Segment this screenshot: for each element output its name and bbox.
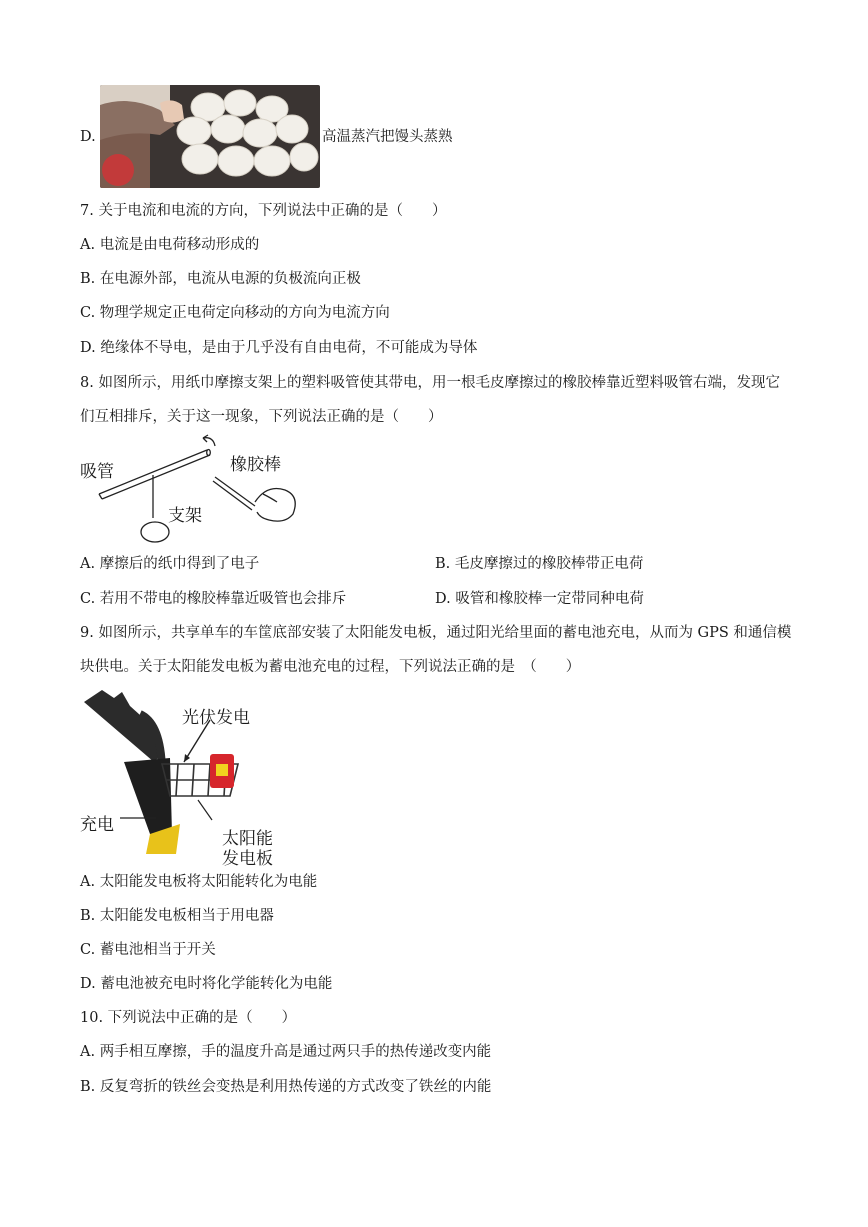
steamed-buns-photo — [100, 85, 320, 188]
q8-option-d: D. 吸管和橡胶棒一定带同种电荷 — [435, 591, 644, 607]
q9-option-a: A. 太阳能发电板将太阳能转化为电能 — [80, 874, 318, 890]
q7-stem: 7. 关于电流和电流的方向，下列说法中正确的是（ ） — [80, 203, 447, 219]
stand-label: 支架 — [168, 506, 202, 526]
straw-label: 吸管 — [80, 462, 114, 482]
q8-option-a: A. 摩擦后的纸巾得到了电子 — [80, 556, 260, 572]
solar-panel-label-line1: 太阳能 — [222, 829, 273, 849]
q9-option-b: B. 太阳能发电板相当于用电器 — [80, 908, 274, 924]
q7-option-c: C. 物理学规定正电荷定向移动的方向为电流方向 — [80, 305, 390, 321]
q10-option-a: A. 两手相互摩擦，手的温度升高是通过两只手的热传递改变内能 — [80, 1044, 492, 1060]
straw-rod-figure — [95, 432, 335, 532]
q8-option-b: B. 毛皮摩擦过的橡胶棒带正电荷 — [435, 556, 644, 572]
q9-option-c: C. 蓄电池相当于开关 — [80, 942, 216, 958]
charge-label: 充电 — [80, 815, 114, 835]
rubber-rod-label: 橡胶棒 — [230, 455, 281, 475]
q7-option-b: B. 在电源外部，电流从电源的负极流向正极 — [80, 271, 361, 287]
q8-stem: 8. 如图所示，用纸巾摩擦支架上的塑料吸管使其带电，用一根毛皮摩擦过的橡胶棒靠近塑料吸管右端，发现它们互相排斥，关于这一现象，下列说法正确的是（ ） — [80, 375, 780, 425]
q8-option-c: C. 若用不带电的橡胶棒靠近吸管也会排斥 — [80, 591, 347, 607]
q9-option-d: D. 蓄电池被充电时将化学能转化为电能 — [80, 976, 333, 992]
q6-option-d-letter: D. — [80, 129, 96, 145]
solar-panel-label-line2: 发电板 — [222, 849, 273, 869]
q7-option-d: D. 绝缘体不导电，是由于几乎没有自由电荷，不可能成为导体 — [80, 340, 478, 356]
pv-label: 光伏发电 — [182, 708, 250, 728]
q6-option-d-text: 高温蒸汽把馒头蒸熟 — [322, 129, 453, 145]
steamed-buns-illustration — [100, 85, 320, 188]
q9-stem: 9. 如图所示，共享单车的车筐底部安装了太阳能发电板，通过阳光给里面的蓄电池充电，从而为 GPS 和通信模块供电。关于太阳能发电板为蓄电池充电的过程，下列说法正确的是 （ ） — [80, 625, 792, 675]
q10-option-b: B. 反复弯折的铁丝会变热是利用热传递的方式改变了铁丝的内能 — [80, 1079, 492, 1095]
q7-option-a: A. 电流是由电荷移动形成的 — [80, 237, 260, 253]
q10-stem: 10. 下列说法中正确的是（ ） — [80, 1010, 297, 1026]
